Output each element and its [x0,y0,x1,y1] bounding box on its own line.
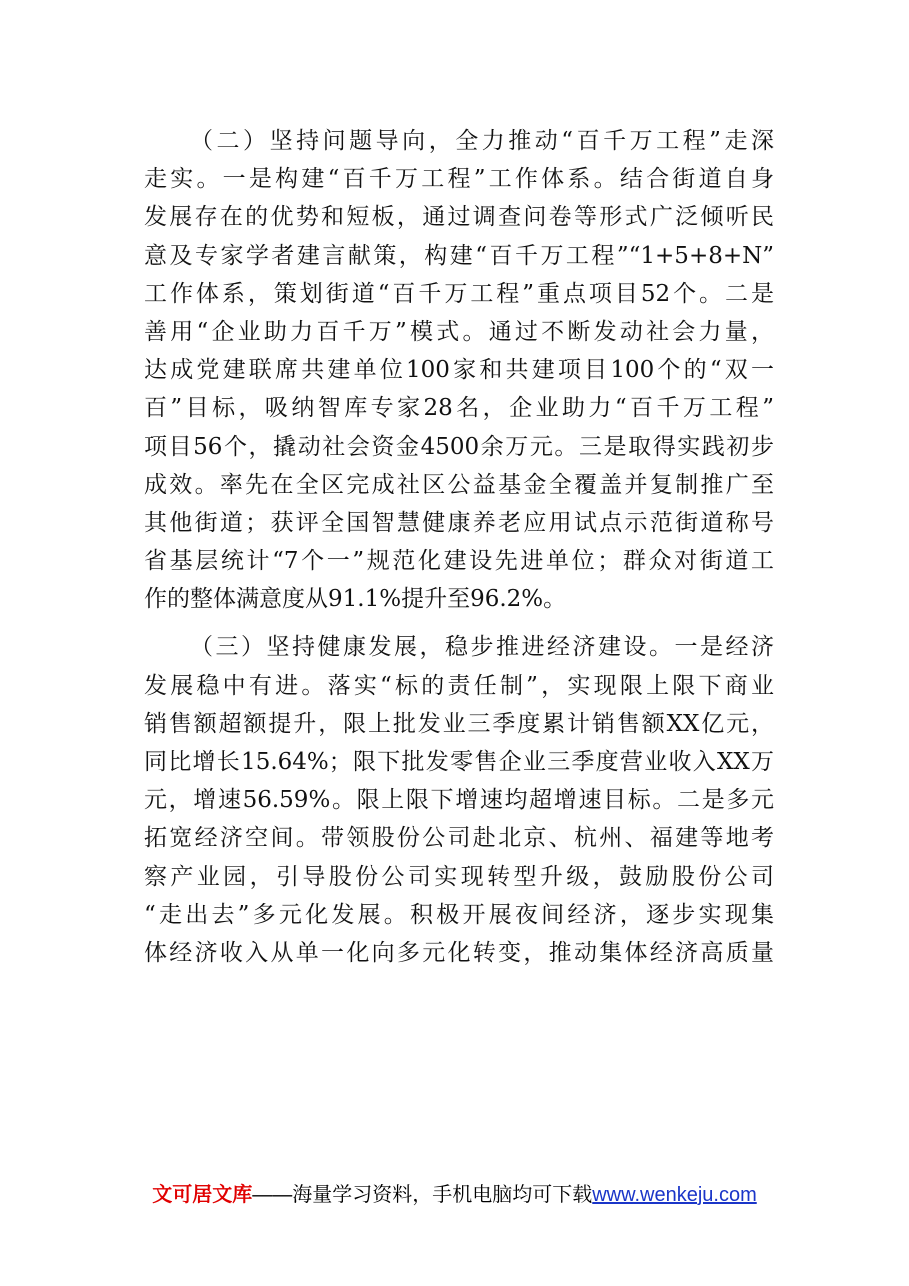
text-line: 体经济收入从单一化向多元化转变，推动集体经济高质量 [144,939,774,966]
text-line: 发展稳中有进。落实“标的责任制”，实现限上限下商业 [144,672,774,699]
text-line: 意及专家学者建言献策，构建“百千万工程”“1+5+8+N” [144,242,774,269]
text-line: 工作体系，策划街道“百千万工程”重点项目52个。二是 [144,280,774,307]
text-line: 成效。率先在全区完成社区公益基金全覆盖并复制推广至 [144,471,774,498]
text-line: “走出去”多元化发展。积极开展夜间经济，逐步实现集 [144,901,774,928]
footer-brand: 文可居文库 [152,1184,253,1206]
text-line: 同比增长15.64%；限下批发零售企业三季度营业收入XX万 [144,749,774,775]
text-line: 销售额超额提升，限上批发业三季度累计销售额XX亿元， [144,710,774,737]
document-body [144,122,774,972]
text-line: 发展存在的优势和短板，通过调查问卷等形式广泛倾听民 [144,204,774,231]
text-line: 达成党建联席共建单位100家和共建项目100个的“双一 [144,357,774,384]
text-line: 省基层统计“7个一”规范化建设先进单位；群众对街道工 [144,548,774,575]
text-line: （三）坚持健康发展，稳步推进经济建设。一是经济 [190,634,774,661]
text-line: 作的整体满意度从91.1%提升至96.2%。 [144,586,567,613]
paragraph-gap [144,618,774,628]
paragraph-2 [144,122,774,618]
text-line: （二）坚持问题导向，全力推动“百千万工程”走深 [190,128,774,154]
paragraph-3 [144,628,774,972]
text-line: 拓宽经济空间。带领股份公司赴北京、杭州、福建等地考 [144,825,774,852]
text-line: 走实。一是构建“百千万工程”工作体系。结合街道自身 [144,166,774,193]
footer-site-link[interactable]: www.wenkeju.com [592,1184,757,1206]
text-line: 善用“企业助力百千万”模式。通过不断发动社会力量， [144,318,774,345]
text-line: 其他街道；获评全国智慧健康养老应用试点示范街道称号 [144,509,774,536]
text-line: 察产业园，引导股份公司实现转型升级，鼓励股份公司 [144,863,774,890]
footer-tagline: ——海量学习资料，手机电脑均可下载 [252,1184,593,1206]
text-line: 项目56个，撬动社会资金4500余万元。三是取得实践初步 [144,433,774,460]
text-line: 元，增速56.59%。限上限下增速均超增速目标。二是多元 [144,787,774,814]
footer-watermark [0,1180,909,1210]
text-line: 百”目标，吸纳智库专家28名，企业助力“百千万工程” [144,395,774,422]
